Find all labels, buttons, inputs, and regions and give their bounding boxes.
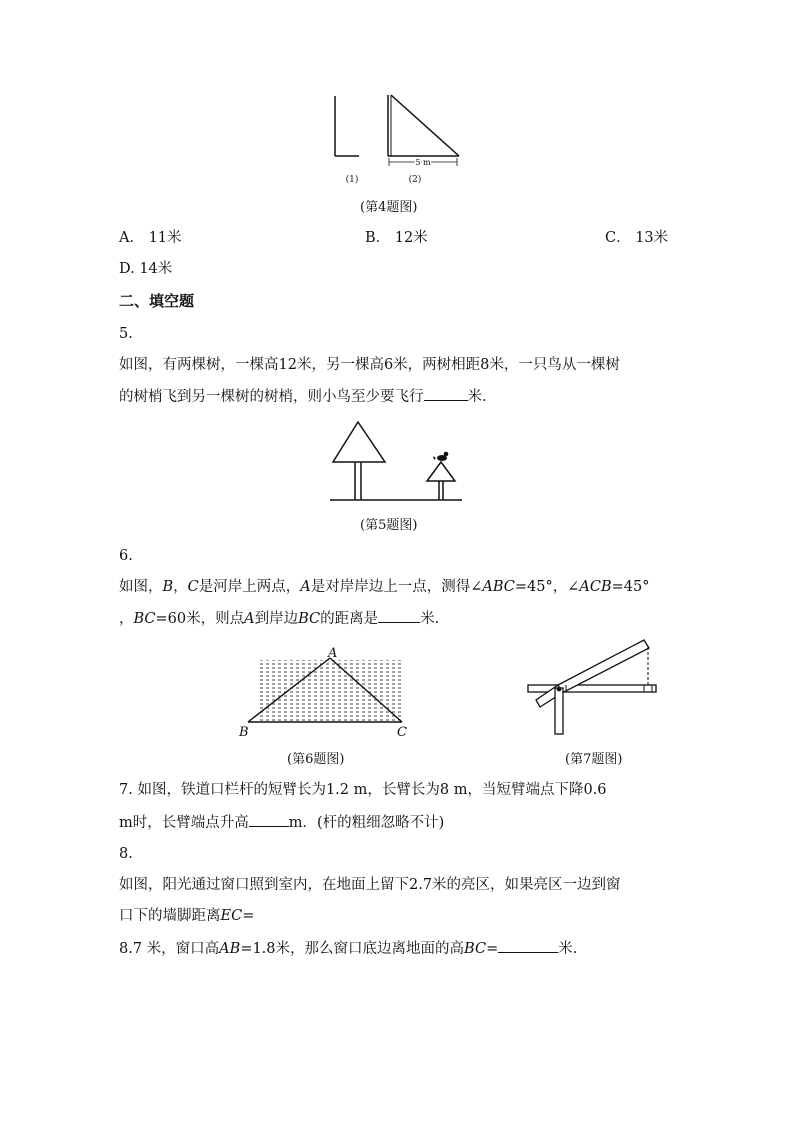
q4-option-c: C． 13米 [605,230,669,246]
q6-line-1: 如图，B，C是河岸上两点，A是对岸岸边上一点，测得∠ABC=45°，∠ACB=45° [119,579,650,595]
fig7-pivot [557,687,562,692]
q5-line-2 [119,386,487,407]
figure-6 [236,646,416,742]
bird-icon [433,452,448,461]
fig5-big-tree-crown [333,422,385,462]
q8-line-1: 如图，阳光通过窗口照到室内，在地面上留下2.7米的亮区，如果亮区一边到窗 [119,877,621,893]
fig6-caption: (第6题图) [287,752,345,767]
fig5-small-tree-crown [427,462,455,481]
q6-number: 6. [119,548,133,564]
fig6-point-a: A [328,646,338,661]
q4-option-d: D. 14米 [119,261,173,277]
q5-line-2-text: 的树梢飞到另一棵树的树梢，则小鸟至少要飞行 [119,389,424,405]
q8-line-2: 口下的墙脚距离EC= [119,908,255,924]
fig4-dimension-label: 5 m [415,158,431,167]
q5-line-2-tail: 米. [467,389,487,405]
q5-answer-blank[interactable] [424,386,468,401]
fig6-point-b: B [239,725,249,740]
q4-option-a: A． 11米 [119,230,182,246]
q7-answer-blank[interactable] [249,812,289,827]
fig7-post [555,688,563,734]
q7-line-2: m时，长臂端点升高 m．(杆的粗细忽略不计) [119,812,444,833]
q8-number: 8. [119,846,133,862]
q6-line-2: ，BC=60米，则点A到岸边BC的距离是 米. [119,608,439,629]
fig7-horizontal-bar [528,685,656,692]
fig5-caption: (第5题图) [360,518,418,533]
fig4-label-2: (2) [408,175,422,185]
q7-line-1: 7. 如图，铁道口栏杆的短臂长为1.2 m，长臂长为8 m，当短臂端点下降0.6 [119,782,607,798]
fig6-river [258,660,402,722]
section-heading: 二、填空题 [119,292,195,310]
fig7-caption: (第7题图) [565,752,623,767]
q6-answer-blank[interactable] [378,608,420,623]
q5-number: 5. [119,326,133,342]
q8-line-3: 8.7 米，窗口高AB=1.8米，那么窗口底边离地面的高BC= 米. [119,938,577,959]
fig4-label-1: (1) [345,175,359,185]
q4-option-b: B． 12米 [365,230,428,246]
figure-5 [330,418,465,504]
figure-4 [325,92,465,192]
fig4-caption: (第4题图) [360,200,418,215]
q5-line-1: 如图，有两棵树，一棵高12米，另一棵高6米，两树相距8米，一只鸟从一棵树 [119,357,620,373]
fig6-point-c: C [397,725,407,740]
q8-answer-blank[interactable] [498,938,558,953]
figure-7 [526,638,676,736]
fig4-broken-top [391,95,459,156]
